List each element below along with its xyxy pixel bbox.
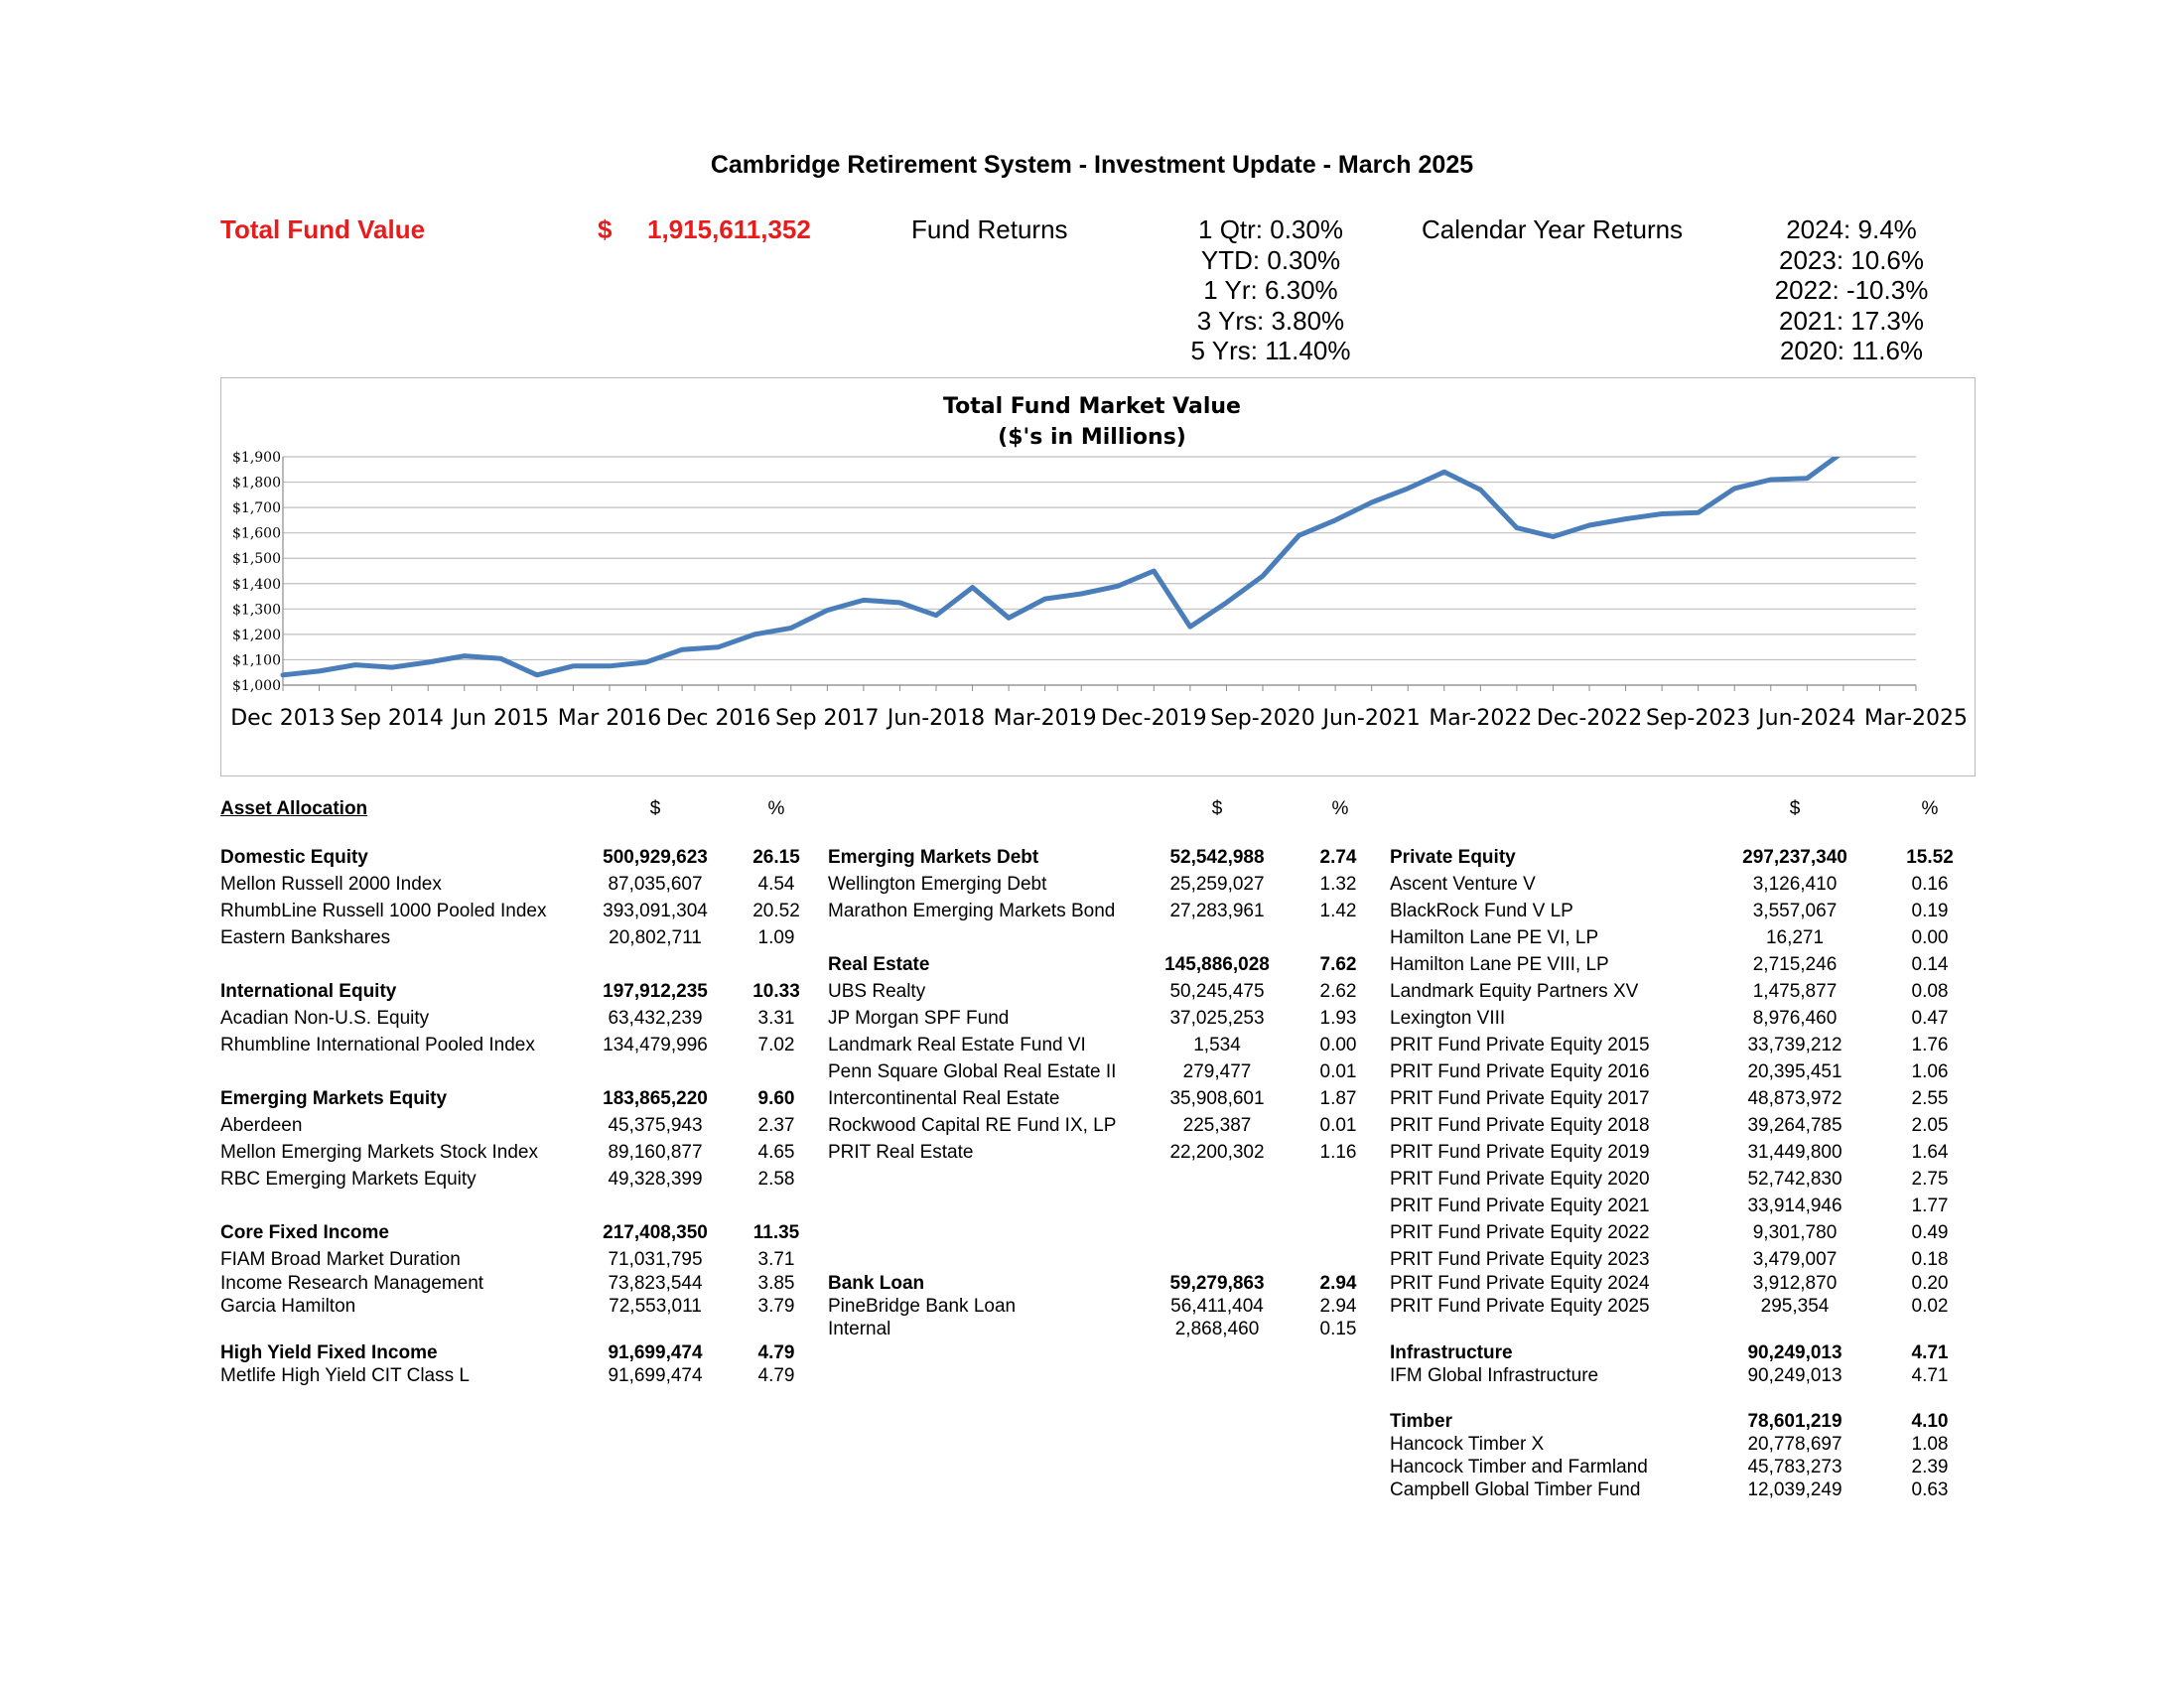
category-row — [1390, 1411, 1985, 1435]
row-pct: 3.71 — [757, 1249, 795, 1270]
row-value: 71,031,795 — [608, 1249, 703, 1270]
row-label: Core Fixed Income — [220, 1222, 389, 1243]
fund-row — [220, 1296, 816, 1320]
fund-row — [828, 1319, 1384, 1342]
row-pct: 26.15 — [752, 847, 800, 868]
row-label: Marathon Emerging Markets Bond — [828, 901, 1116, 921]
fund-return-1yr: 1 Yr: 6.30% — [1203, 275, 1338, 305]
row-label: Hamilton Lane PE VI, LP — [1390, 927, 1599, 948]
fund-row — [1390, 1061, 1985, 1085]
row-pct: 1.32 — [1319, 874, 1357, 895]
row-value: 22,200,302 — [1169, 1142, 1265, 1163]
x-tick-label: Jun-2024 — [1758, 706, 1856, 731]
y-tick-label: $1,800 — [232, 475, 281, 492]
fund-row — [828, 981, 1384, 1005]
row-pct: 4.65 — [757, 1142, 795, 1163]
row-label: Intercontinental Real Estate — [828, 1088, 1060, 1109]
row-value: 87,035,607 — [608, 874, 703, 895]
fund-row — [1390, 1273, 1985, 1297]
category-row — [828, 954, 1384, 978]
row-label: Bank Loan — [828, 1273, 925, 1294]
row-pct: 10.33 — [752, 981, 800, 1002]
fund-returns-label: Fund Returns — [911, 214, 1068, 244]
fund-row — [1390, 1088, 1985, 1112]
row-label: Garcia Hamilton — [220, 1296, 356, 1317]
row-label: Domestic Equity — [220, 847, 368, 868]
row-pct: 2.39 — [1911, 1457, 1949, 1477]
y-tick-label: $1,500 — [232, 551, 281, 568]
fund-row — [220, 1365, 816, 1389]
row-value: 91,699,474 — [608, 1365, 703, 1386]
fund-row — [1390, 874, 1985, 898]
row-label: PRIT Fund Private Equity 2024 — [1390, 1273, 1650, 1294]
row-value: 37,025,253 — [1169, 1008, 1265, 1029]
row-value: 3,126,410 — [1752, 874, 1838, 895]
category-row — [220, 981, 816, 1005]
row-pct: 11.35 — [752, 1222, 800, 1243]
fund-row — [220, 1249, 816, 1273]
row-label: PRIT Fund Private Equity 2018 — [1390, 1115, 1650, 1136]
row-label: Emerging Markets Debt — [828, 847, 1039, 868]
row-label: BlackRock Fund V LP — [1390, 901, 1573, 921]
fund-row — [1390, 1434, 1985, 1458]
fund-row — [1390, 901, 1985, 924]
fund-row — [1390, 1479, 1985, 1503]
row-label: Aberdeen — [220, 1115, 303, 1136]
row-value: 2,715,246 — [1752, 954, 1838, 975]
x-tick-label: Dec 2013 — [230, 706, 336, 731]
row-label: PRIT Fund Private Equity 2025 — [1390, 1296, 1650, 1317]
fund-row — [1390, 1457, 1985, 1480]
row-value: 2,868,460 — [1174, 1319, 1260, 1339]
row-pct: 3.79 — [757, 1296, 795, 1317]
row-value: 91,699,474 — [608, 1342, 703, 1363]
category-row — [828, 1273, 1384, 1297]
row-label: PRIT Fund Private Equity 2017 — [1390, 1088, 1650, 1109]
row-pct: 9.60 — [757, 1088, 795, 1109]
row-pct: 0.20 — [1911, 1273, 1949, 1294]
fund-row — [1390, 1035, 1985, 1058]
fund-row — [1390, 954, 1985, 978]
fund-row — [220, 1035, 816, 1058]
row-label: International Equity — [220, 981, 397, 1002]
total-fund-value: 1,915,611,352 — [647, 214, 811, 244]
row-value: 45,783,273 — [1747, 1457, 1843, 1477]
row-pct: 2.62 — [1319, 981, 1357, 1002]
fund-row — [1390, 1296, 1985, 1320]
row-label: RBC Emerging Markets Equity — [220, 1169, 477, 1190]
fund-row — [220, 1169, 816, 1193]
row-label: Emerging Markets Equity — [220, 1088, 448, 1109]
row-label: PRIT Fund Private Equity 2015 — [1390, 1035, 1650, 1055]
row-label: Campbell Global Timber Fund — [1390, 1479, 1641, 1500]
category-row — [220, 847, 816, 871]
row-pct: 1.77 — [1911, 1196, 1949, 1216]
row-pct: 4.79 — [757, 1342, 795, 1363]
row-pct: 0.00 — [1911, 927, 1949, 948]
row-label: Penn Square Global Real Estate II — [828, 1061, 1117, 1082]
row-value: 3,557,067 — [1752, 901, 1838, 921]
row-pct: 20.52 — [752, 901, 800, 921]
row-pct: 15.52 — [1906, 847, 1954, 868]
row-label: Rockwood Capital RE Fund IX, LP — [828, 1115, 1117, 1136]
row-pct: 0.01 — [1319, 1115, 1357, 1136]
row-value: 16,271 — [1765, 927, 1825, 948]
calendar-return-2024: 2024: 9.4% — [1786, 214, 1917, 244]
row-value: 59,279,863 — [1169, 1273, 1265, 1294]
x-tick-label: Mar-2025 — [1863, 706, 1969, 731]
row-value: 31,449,800 — [1747, 1142, 1843, 1163]
row-label: Hancock Timber and Farmland — [1390, 1457, 1648, 1477]
row-label: Private Equity — [1390, 847, 1516, 868]
row-value: 35,908,601 — [1169, 1088, 1265, 1109]
col3-dollar-header: $ — [1789, 798, 1801, 819]
category-row — [1390, 847, 1985, 871]
row-value: 49,328,399 — [608, 1169, 703, 1190]
x-tick-label: Dec-2019 — [1101, 706, 1207, 731]
calendar-returns-label: Calendar Year Returns — [1422, 214, 1684, 244]
row-value: 52,542,988 — [1169, 847, 1265, 868]
row-pct: 1.16 — [1319, 1142, 1357, 1163]
row-value: 145,886,028 — [1164, 954, 1270, 975]
y-tick-label: $1,300 — [232, 602, 281, 619]
calendar-return-2023: 2023: 10.6% — [1778, 244, 1924, 275]
row-label: JP Morgan SPF Fund — [828, 1008, 1010, 1029]
y-tick-label: $1,900 — [232, 450, 281, 466]
row-pct: 0.02 — [1911, 1296, 1949, 1317]
row-label: PRIT Fund Private Equity 2021 — [1390, 1196, 1650, 1216]
row-pct: 4.54 — [757, 874, 795, 895]
x-tick-label: Dec 2016 — [665, 706, 771, 731]
row-pct: 0.08 — [1911, 981, 1949, 1002]
row-pct: 0.18 — [1911, 1249, 1949, 1270]
fund-row — [1390, 1008, 1985, 1032]
row-pct: 0.00 — [1319, 1035, 1357, 1055]
line-chart — [0, 0, 2184, 794]
row-label: Landmark Real Estate Fund VI — [828, 1035, 1086, 1055]
row-value: 8,976,460 — [1752, 1008, 1838, 1029]
row-pct: 3.31 — [757, 1008, 795, 1029]
row-pct: 2.58 — [757, 1169, 795, 1190]
row-value: 52,742,830 — [1747, 1169, 1843, 1190]
col3-pct-header: % — [1921, 798, 1939, 819]
row-value: 295,354 — [1760, 1296, 1830, 1317]
row-label: High Yield Fixed Income — [220, 1342, 438, 1363]
row-pct: 0.01 — [1319, 1061, 1357, 1082]
calendar-return-2020: 2020: 11.6% — [1779, 336, 1924, 365]
row-value: 9,301,780 — [1752, 1222, 1838, 1243]
row-value: 27,283,961 — [1169, 901, 1265, 921]
row-pct: 2.75 — [1911, 1169, 1949, 1190]
row-pct: 1.64 — [1911, 1142, 1949, 1163]
row-value: 25,259,027 — [1169, 874, 1265, 895]
fund-row — [1390, 1142, 1985, 1166]
row-label: PRIT Fund Private Equity 2023 — [1390, 1249, 1650, 1270]
row-value: 500,929,623 — [603, 847, 708, 868]
row-value: 33,739,212 — [1747, 1035, 1843, 1055]
row-pct: 0.47 — [1911, 1008, 1949, 1029]
series-line — [283, 452, 1843, 675]
row-label: Mellon Emerging Markets Stock Index — [220, 1142, 538, 1163]
fund-row — [220, 1142, 816, 1166]
row-label: PRIT Fund Private Equity 2022 — [1390, 1222, 1650, 1243]
fund-row — [828, 1115, 1384, 1139]
x-tick-label: Jun 2015 — [452, 706, 550, 731]
row-label: Ascent Venture V — [1390, 874, 1536, 895]
row-value: 20,778,697 — [1747, 1434, 1843, 1455]
x-tick-label: Jun-2018 — [887, 706, 986, 731]
row-pct: 2.94 — [1319, 1273, 1357, 1294]
row-pct: 0.14 — [1911, 954, 1949, 975]
row-pct: 0.19 — [1911, 901, 1949, 921]
row-pct: 0.63 — [1911, 1479, 1949, 1500]
row-label: Rhumbline International Pooled Index — [220, 1035, 535, 1055]
row-value: 1,475,877 — [1752, 981, 1838, 1002]
row-value: 225,387 — [1182, 1115, 1252, 1136]
row-label: Landmark Equity Partners XV — [1390, 981, 1639, 1002]
fund-return-1qtr: 1 Qtr: 0.30% — [1198, 214, 1343, 244]
row-pct: 2.94 — [1319, 1296, 1357, 1317]
row-value: 72,553,011 — [609, 1296, 702, 1317]
y-tick-label: $1,700 — [232, 500, 281, 517]
row-pct: 1.09 — [757, 927, 795, 948]
row-value: 73,823,544 — [608, 1273, 703, 1294]
x-tick-label: Mar 2016 — [557, 706, 662, 731]
total-fund-label: Total Fund Value — [220, 214, 426, 244]
fund-row — [828, 1142, 1384, 1166]
fund-row — [220, 874, 816, 898]
row-pct: 4.71 — [1911, 1342, 1949, 1363]
calendar-return-2021: 2021: 17.3% — [1778, 305, 1924, 336]
row-label: Acadian Non-U.S. Equity — [220, 1008, 430, 1029]
row-label: Timber — [1390, 1411, 1453, 1432]
row-value: 134,479,996 — [603, 1035, 708, 1055]
fund-return-5yrs: 5 Yrs: 11.40% — [1190, 336, 1351, 365]
row-label: Internal — [828, 1319, 891, 1339]
fund-row — [220, 927, 816, 951]
category-row — [1390, 1342, 1985, 1366]
fund-row — [1390, 1169, 1985, 1193]
row-value: 90,249,013 — [1747, 1365, 1843, 1386]
calendar-return-2022: 2022: -10.3% — [1774, 275, 1929, 305]
row-value: 3,912,870 — [1752, 1273, 1838, 1294]
x-tick-label: Jun-2021 — [1322, 706, 1421, 731]
row-value: 78,601,219 — [1747, 1411, 1843, 1432]
fund-row — [828, 1088, 1384, 1112]
row-label: RhumbLine Russell 1000 Pooled Index — [220, 901, 547, 921]
row-value: 20,395,451 — [1747, 1061, 1843, 1082]
page-title: Cambridge Retirement System - Investment Update - March 2025 — [710, 151, 1474, 179]
category-row — [220, 1342, 816, 1366]
fund-row — [1390, 1222, 1985, 1246]
row-label: Real Estate — [828, 954, 930, 975]
row-pct: 1.93 — [1319, 1008, 1357, 1029]
fund-row — [220, 1008, 816, 1032]
x-tick-label: Sep 2014 — [340, 706, 444, 731]
row-label: Hancock Timber X — [1390, 1434, 1545, 1455]
row-label: Hamilton Lane PE VIII, LP — [1390, 954, 1609, 975]
row-value: 63,432,239 — [608, 1008, 703, 1029]
row-value: 48,873,972 — [1747, 1088, 1843, 1109]
fund-row — [828, 1296, 1384, 1320]
row-value: 393,091,304 — [603, 901, 708, 921]
row-label: PRIT Real Estate — [828, 1142, 974, 1163]
col1-pct-header: % — [767, 798, 785, 819]
row-pct: 1.06 — [1911, 1061, 1949, 1082]
row-value: 217,408,350 — [603, 1222, 708, 1243]
fund-row — [1390, 1365, 1985, 1389]
row-pct: 2.55 — [1911, 1088, 1949, 1109]
row-pct: 4.71 — [1911, 1365, 1949, 1386]
fund-row — [220, 1115, 816, 1139]
row-value: 12,039,249 — [1747, 1479, 1843, 1500]
col2-pct-header: % — [1331, 798, 1349, 819]
row-pct: 0.16 — [1911, 874, 1949, 895]
row-value: 183,865,220 — [603, 1088, 708, 1109]
x-tick-label: Sep 2017 — [775, 706, 880, 731]
row-value: 197,912,235 — [603, 981, 708, 1002]
x-tick-label: Sep-2023 — [1645, 706, 1751, 731]
row-label: FIAM Broad Market Duration — [220, 1249, 461, 1270]
row-value: 45,375,943 — [608, 1115, 703, 1136]
row-value: 3,479,007 — [1752, 1249, 1838, 1270]
col2-dollar-header: $ — [1211, 798, 1223, 819]
fund-row — [828, 1035, 1384, 1058]
chart-subtitle: ($'s in Millions) — [998, 425, 1186, 450]
row-pct: 2.37 — [757, 1115, 795, 1136]
fund-row — [1390, 981, 1985, 1005]
row-label: Mellon Russell 2000 Index — [220, 874, 442, 895]
y-tick-label: $1,400 — [232, 576, 281, 593]
fund-row — [1390, 927, 1985, 951]
fund-row — [828, 1008, 1384, 1032]
fund-row — [220, 1273, 816, 1297]
row-pct: 4.10 — [1911, 1411, 1949, 1432]
row-label: PineBridge Bank Loan — [828, 1296, 1017, 1317]
row-label: Infrastructure — [1390, 1342, 1513, 1363]
row-pct: 0.15 — [1319, 1319, 1357, 1339]
fund-row — [1390, 1115, 1985, 1139]
row-label: UBS Realty — [828, 981, 926, 1002]
x-tick-label: Mar-2019 — [993, 706, 1097, 731]
row-label: IFM Global Infrastructure — [1390, 1365, 1599, 1386]
x-tick-label: Mar-2022 — [1429, 706, 1533, 731]
row-value: 56,411,404 — [1170, 1296, 1264, 1317]
category-row — [220, 1088, 816, 1112]
row-pct: 7.62 — [1319, 954, 1357, 975]
row-pct: 1.76 — [1911, 1035, 1949, 1055]
row-pct: 1.42 — [1319, 901, 1357, 921]
y-tick-label: $1,200 — [232, 627, 281, 643]
row-pct: 2.74 — [1319, 847, 1357, 868]
row-pct: 4.79 — [757, 1365, 795, 1386]
row-value: 39,264,785 — [1747, 1115, 1843, 1136]
row-pct: 2.05 — [1911, 1115, 1949, 1136]
fund-row — [828, 874, 1384, 898]
row-value: 1,534 — [1193, 1035, 1241, 1055]
row-label: Lexington VIII — [1390, 1008, 1506, 1029]
row-value: 50,245,475 — [1169, 981, 1265, 1002]
x-tick-label: Sep-2020 — [1210, 706, 1315, 731]
row-value: 33,914,946 — [1747, 1196, 1843, 1216]
row-label: PRIT Fund Private Equity 2020 — [1390, 1169, 1650, 1190]
row-pct: 7.02 — [757, 1035, 795, 1055]
y-tick-label: $1,000 — [232, 678, 281, 694]
row-label: Income Research Management — [220, 1273, 484, 1294]
row-pct: 1.87 — [1319, 1088, 1357, 1109]
row-label: Wellington Emerging Debt — [828, 874, 1047, 895]
category-row — [828, 847, 1384, 871]
asset-allocation-header: Asset Allocation — [220, 798, 368, 819]
row-value: 90,249,013 — [1747, 1342, 1843, 1363]
category-row — [220, 1222, 816, 1246]
x-tick-label: Dec-2022 — [1536, 706, 1643, 731]
y-tick-label: $1,600 — [232, 525, 281, 542]
currency-symbol: $ — [598, 214, 613, 244]
fund-return-3yrs: 3 Yrs: 3.80% — [1196, 305, 1345, 336]
fund-row — [220, 901, 816, 924]
row-pct: 3.85 — [757, 1273, 795, 1294]
fund-return-ytd: YTD: 0.30% — [1200, 244, 1341, 275]
fund-row — [828, 1061, 1384, 1085]
chart-title: Total Fund Market Value — [943, 394, 1241, 419]
row-pct: 0.49 — [1911, 1222, 1949, 1243]
row-label: PRIT Fund Private Equity 2019 — [1390, 1142, 1650, 1163]
fund-row — [1390, 1249, 1985, 1273]
col1-dollar-header: $ — [649, 798, 661, 819]
row-label: Metlife High Yield CIT Class L — [220, 1365, 470, 1386]
row-value: 20,802,711 — [609, 927, 702, 948]
row-value: 279,477 — [1182, 1061, 1252, 1082]
fund-row — [1390, 1196, 1985, 1219]
row-pct: 1.08 — [1911, 1434, 1949, 1455]
y-tick-label: $1,100 — [232, 652, 281, 669]
row-label: PRIT Fund Private Equity 2016 — [1390, 1061, 1650, 1082]
row-value: 297,237,340 — [1742, 847, 1847, 868]
row-label: Eastern Bankshares — [220, 927, 391, 948]
row-value: 89,160,877 — [608, 1142, 703, 1163]
fund-row — [828, 901, 1384, 924]
